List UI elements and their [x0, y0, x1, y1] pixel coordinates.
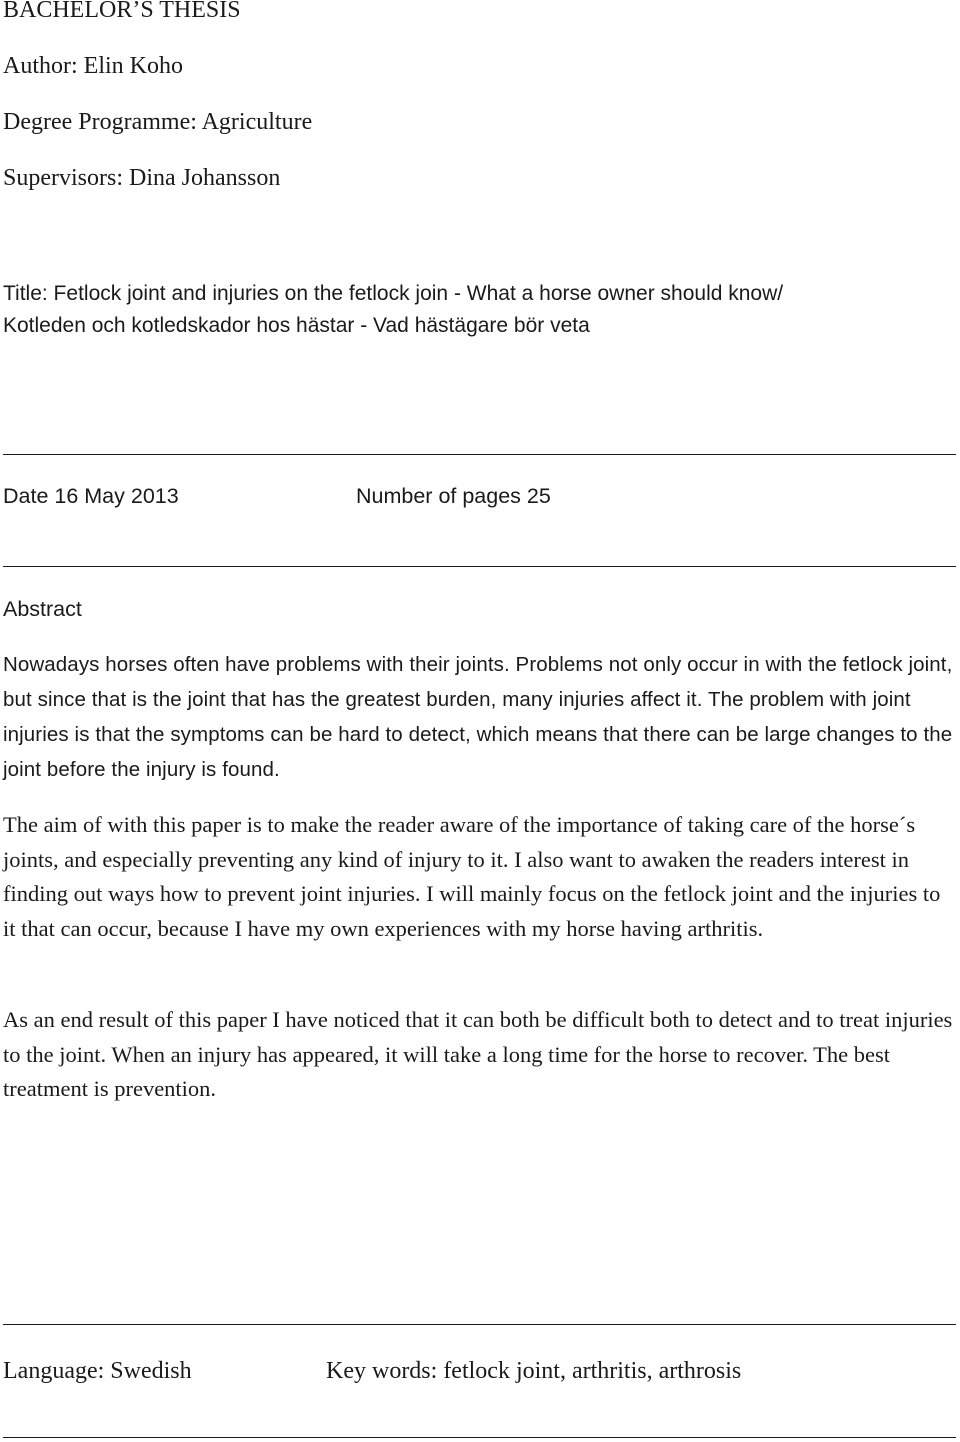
author-line: Author: Elin Koho	[3, 53, 183, 79]
document-type: BACHELOR’S THESIS	[3, 0, 241, 23]
page-count-line: Number of pages 25	[356, 484, 551, 508]
supervisors-line: Supervisors: Dina Johansson	[3, 165, 281, 191]
abstract-paragraph-2: The aim of with this paper is to make the reader aware of the importance of taking care of the horse´s joints, and especially preventing any kind of injury to it. I also want to awaken the readers interest in finding out ways how to prevent joint injuries. I will mainly focus on the fetlock joint and the injuries to it that can occur, because I have my own experiences with my horse having arthritis.	[3, 812, 941, 941]
divider-top	[3, 454, 956, 455]
title-line-english: Title: Fetlock joint and injuries on the fetlock join - What a horse owner should know/	[3, 282, 784, 305]
divider-footer	[3, 1437, 956, 1438]
degree-programme-line: Degree Programme: Agriculture	[3, 109, 313, 135]
language-line: Language: Swedish	[3, 1358, 192, 1384]
title-line-swedish: Kotleden och kotledskador hos hästar - Vad hästägare bör veta	[3, 314, 590, 337]
divider-bottom	[3, 1324, 956, 1325]
date-line: Date 16 May 2013	[3, 484, 179, 508]
abstract-paragraph-1: Nowadays horses often have problems with their joints. Problems not only occur in with the fetlock joint, but since that is the joint that has the greatest burden, many injuries affect it. The problem with joint injuries is that the symptoms can be hard to detect, which means that there can be large changes to the joint before the injury is found.	[3, 653, 953, 781]
abstract-heading: Abstract	[3, 597, 82, 621]
keywords-line: Key words: fetlock joint, arthritis, arthrosis	[326, 1358, 742, 1384]
abstract-paragraph-3: As an end result of this paper I have noticed that it can both be difficult both to detect and to treat injuries to the joint. When an injury has appeared, it will take a long time for the horse to recover. The best treatment is prevention.	[3, 1007, 953, 1101]
divider-middle	[3, 566, 956, 567]
